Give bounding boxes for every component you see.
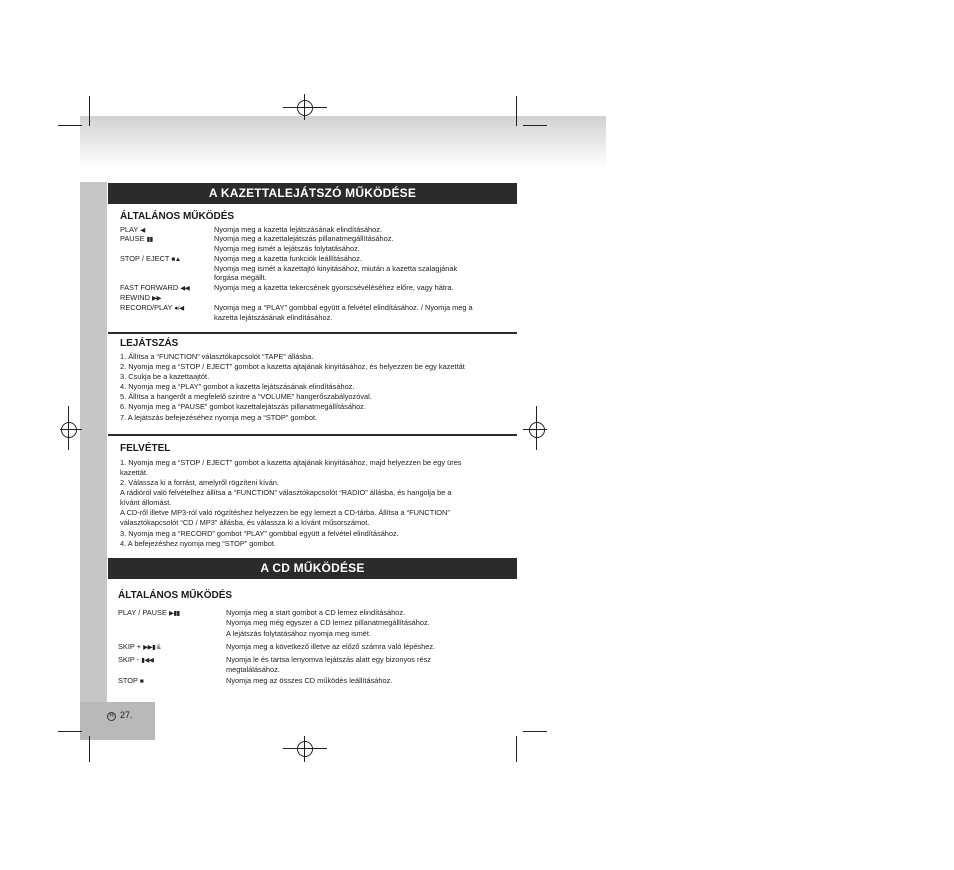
control-key-pause: PAUSE ▮▮	[120, 234, 153, 243]
list-item: 7. A lejátszás befejezéséhez nyomja meg a “STOP” gombot.	[120, 413, 318, 422]
control-key-stop: STOP ■	[118, 676, 144, 685]
page-number: H 27.	[107, 710, 133, 721]
control-desc: Nyomja le és tartsa lenyomva lejátszás alatt egy bizonyos rész	[226, 655, 431, 664]
language-circle-icon: H	[107, 712, 116, 721]
control-key-stop-eject: STOP / EJECT ■▲	[120, 254, 181, 263]
control-key-rewind: REWIND ▶▶	[120, 293, 162, 302]
play-icon: ◀	[140, 227, 145, 234]
control-key-skip-plus: SKIP + ▶▶▮ &	[118, 642, 161, 651]
skip-previous-icon: ▮◀◀	[141, 657, 154, 664]
control-key-play-pause: PLAY / PAUSE ▶▮▮	[118, 608, 180, 617]
list-item: A CD-ről illetve MP3-ról való rögzítéshez helyezzen be egy lemezt a CD-tárba. Állítsa a “FUNCTION”	[120, 508, 450, 517]
control-desc: Nyomja meg a kazettalejátszás pillanatmegállításához.	[214, 234, 394, 243]
control-key-record-play: RECORD/PLAY ●/◀	[120, 303, 184, 312]
control-desc: Nyomja meg ismét a kazettajtó kinyitásához, miután a kazetta szalagjának	[214, 264, 458, 273]
list-item: A rádióról való felvételhez állítsa a “FUNCTION” választókapcsolót “RADIO” állásba, és hangolja be a	[120, 488, 452, 497]
control-desc: forgása megállt.	[214, 273, 267, 282]
list-item: 2. Nyomja meg a “STOP / EJECT” gombot a kazetta ajtajának kinyitásához, és helyezzen be egy kazettát	[120, 362, 465, 371]
control-desc: Nyomja meg a kazetta tekercsének gyorscsévéléséhez előre, vagy hátra.	[214, 283, 454, 292]
list-item: 4. Nyomja meg a “PLAY” gombot a kazetta lejátszásának elindításához.	[120, 382, 355, 391]
forward-arrows-icon: ▶▶	[152, 295, 162, 302]
control-desc: Nyomja meg a kazetta lejátszásának elindításához.	[214, 225, 383, 234]
section-divider	[108, 332, 517, 334]
section-divider	[108, 434, 517, 436]
control-desc: Nyomja meg a “PLAY” gombbal együtt a felvétel elindításához. / Nyomja meg a	[214, 303, 473, 312]
cd-general-heading: ÁLTALÁNOS MŰKÖDÉS	[118, 590, 233, 601]
rewind-arrows-icon: ◀◀	[180, 285, 190, 292]
control-desc: Nyomja meg a következő illetve az előző számra való lépéshez.	[226, 642, 436, 651]
playback-heading: LEJÁTSZÁS	[120, 338, 179, 349]
record-play-icon: ●/◀	[174, 305, 184, 312]
stop-icon: ■	[139, 678, 144, 685]
control-key-skip-minus: SKIP - ▮◀◀	[118, 655, 154, 664]
list-item: 3. Nyomja meg a “RECORD” gombot “PLAY” gombbal együtt a felvétel elindításához.	[120, 529, 399, 538]
list-item: 1. Állítsa a “FUNCTION” választókapcsolót “TAPE” állásba.	[120, 352, 314, 361]
list-item: választókapcsolót “CD / MP3” állásba, és válassza ki a kívánt műsorszámot.	[120, 518, 370, 527]
control-key-play: PLAY ◀	[120, 225, 145, 234]
skip-next-icon: ▶▶▮ &	[143, 644, 161, 651]
page-number-box	[80, 702, 155, 740]
control-key-fast-forward: FAST FORWARD ◀◀	[120, 283, 190, 292]
control-desc: Nyomja meg még egyszer a CD lemez pillanatmegállításához.	[226, 618, 430, 627]
list-item: 6. Nyomja meg a “PAUSE” gombot kazettalejátszás pillanatmegállításához.	[120, 402, 366, 411]
header-gradient-band	[80, 116, 606, 168]
control-desc: Nyomja meg a kazetta funkciók leállításához.	[214, 254, 362, 263]
control-desc: Nyomja meg a start gombot a CD lemez elindításához.	[226, 608, 406, 617]
list-item: 4. A befejezéshez nyomja meg “STOP” gombot.	[120, 539, 276, 548]
list-item: 5. Állítsa a hangerőt a megfelelő szintre a “VOLUME” hangerőszabályozóval.	[120, 392, 372, 401]
list-item: 1. Nyomja meg a “STOP / EJECT” gombot a kazetta ajtajának kinyitásához, majd helyezzen be egy üres	[120, 458, 462, 467]
tape-general-heading: ÁLTALÁNOS MŰKÖDÉS	[120, 211, 235, 222]
pause-icon: ▮▮	[146, 236, 153, 243]
left-margin-bar	[80, 182, 107, 702]
control-desc: A lejátszás folytatásához nyomja meg ismét.	[226, 629, 372, 638]
control-desc: Nyomja meg az összes CD működés leállításához.	[226, 676, 393, 685]
list-item: kívánt állomást.	[120, 498, 172, 507]
list-item: kazettát.	[120, 468, 148, 477]
play-pause-icon: ▶▮▮	[168, 610, 180, 617]
stop-eject-icon: ■▲	[171, 256, 181, 263]
list-item: 3. Csukja be a kazettaajtót.	[120, 372, 210, 381]
recording-heading: FELVÉTEL	[120, 443, 171, 454]
cd-section-title: A CD MŰKÖDÉSE	[108, 558, 517, 579]
control-desc: megtalálásához.	[226, 665, 280, 674]
control-desc: kazetta lejátszásának elindításához.	[214, 313, 333, 322]
tape-section-title: A KAZETTALEJÁTSZÓ MŰKÖDÉSE	[108, 183, 517, 204]
control-desc: Nyomja meg ismét a lejátszás folytatásához.	[214, 244, 360, 253]
list-item: 2. Válassza ki a forrást, amelyről rögzíteni kíván.	[120, 478, 279, 487]
